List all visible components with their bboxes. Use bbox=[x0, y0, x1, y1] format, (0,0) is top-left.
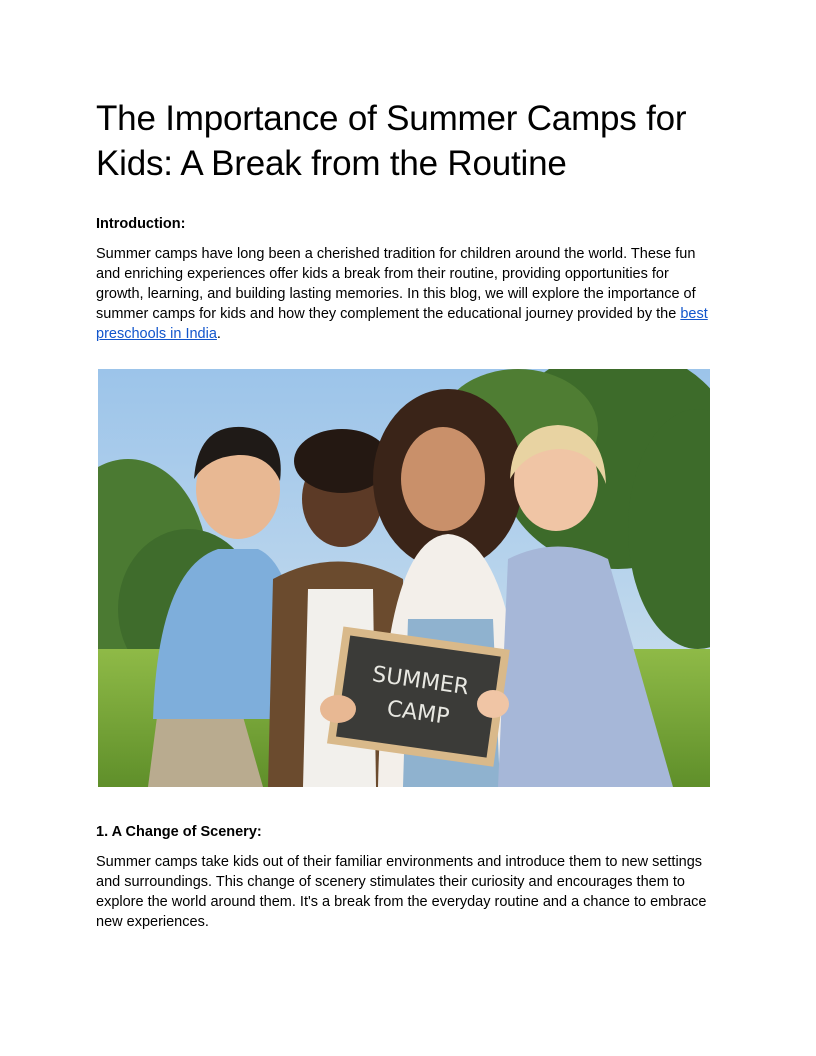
summer-camp-photo bbox=[98, 369, 710, 787]
photo-illustration bbox=[98, 369, 710, 787]
chalkboard-text-line1: SUMMER bbox=[370, 662, 471, 701]
section1-heading: 1. A Change of Scenery: bbox=[96, 824, 262, 840]
chalkboard-text-line2: CAMP bbox=[385, 696, 451, 730]
section1-paragraph: Summer camps take kids out of their familiar environments and introduce them to new settings and surroundings. This change of scenery stimulates their curiosity and encourages them to explore the world around them. It's a break from the everyday routine and a chance to embrace new experiences. bbox=[96, 854, 707, 930]
hand-right bbox=[477, 690, 509, 718]
intro-text-end: . bbox=[216, 326, 221, 342]
intro-text: Summer camps have long been a cherished tradition for children around the world. These fun and enriching experiences offer kids a break from their routine, providing opportunities for growth, learning, and building lasting memories. In this blog, we will explore the importance of summer camps for kids and how they complement the educational journey provided by the bbox=[96, 246, 696, 322]
document-page bbox=[96, 96, 720, 932]
intro-paragraph bbox=[96, 244, 720, 344]
page-title: The Importance of Summer Camps for Kids: A Break from the Routine bbox=[96, 99, 687, 183]
hand-left bbox=[320, 695, 356, 723]
intro-heading: Introduction: bbox=[96, 216, 186, 232]
best-preschools-link[interactable]: best preschools in India bbox=[96, 306, 708, 342]
